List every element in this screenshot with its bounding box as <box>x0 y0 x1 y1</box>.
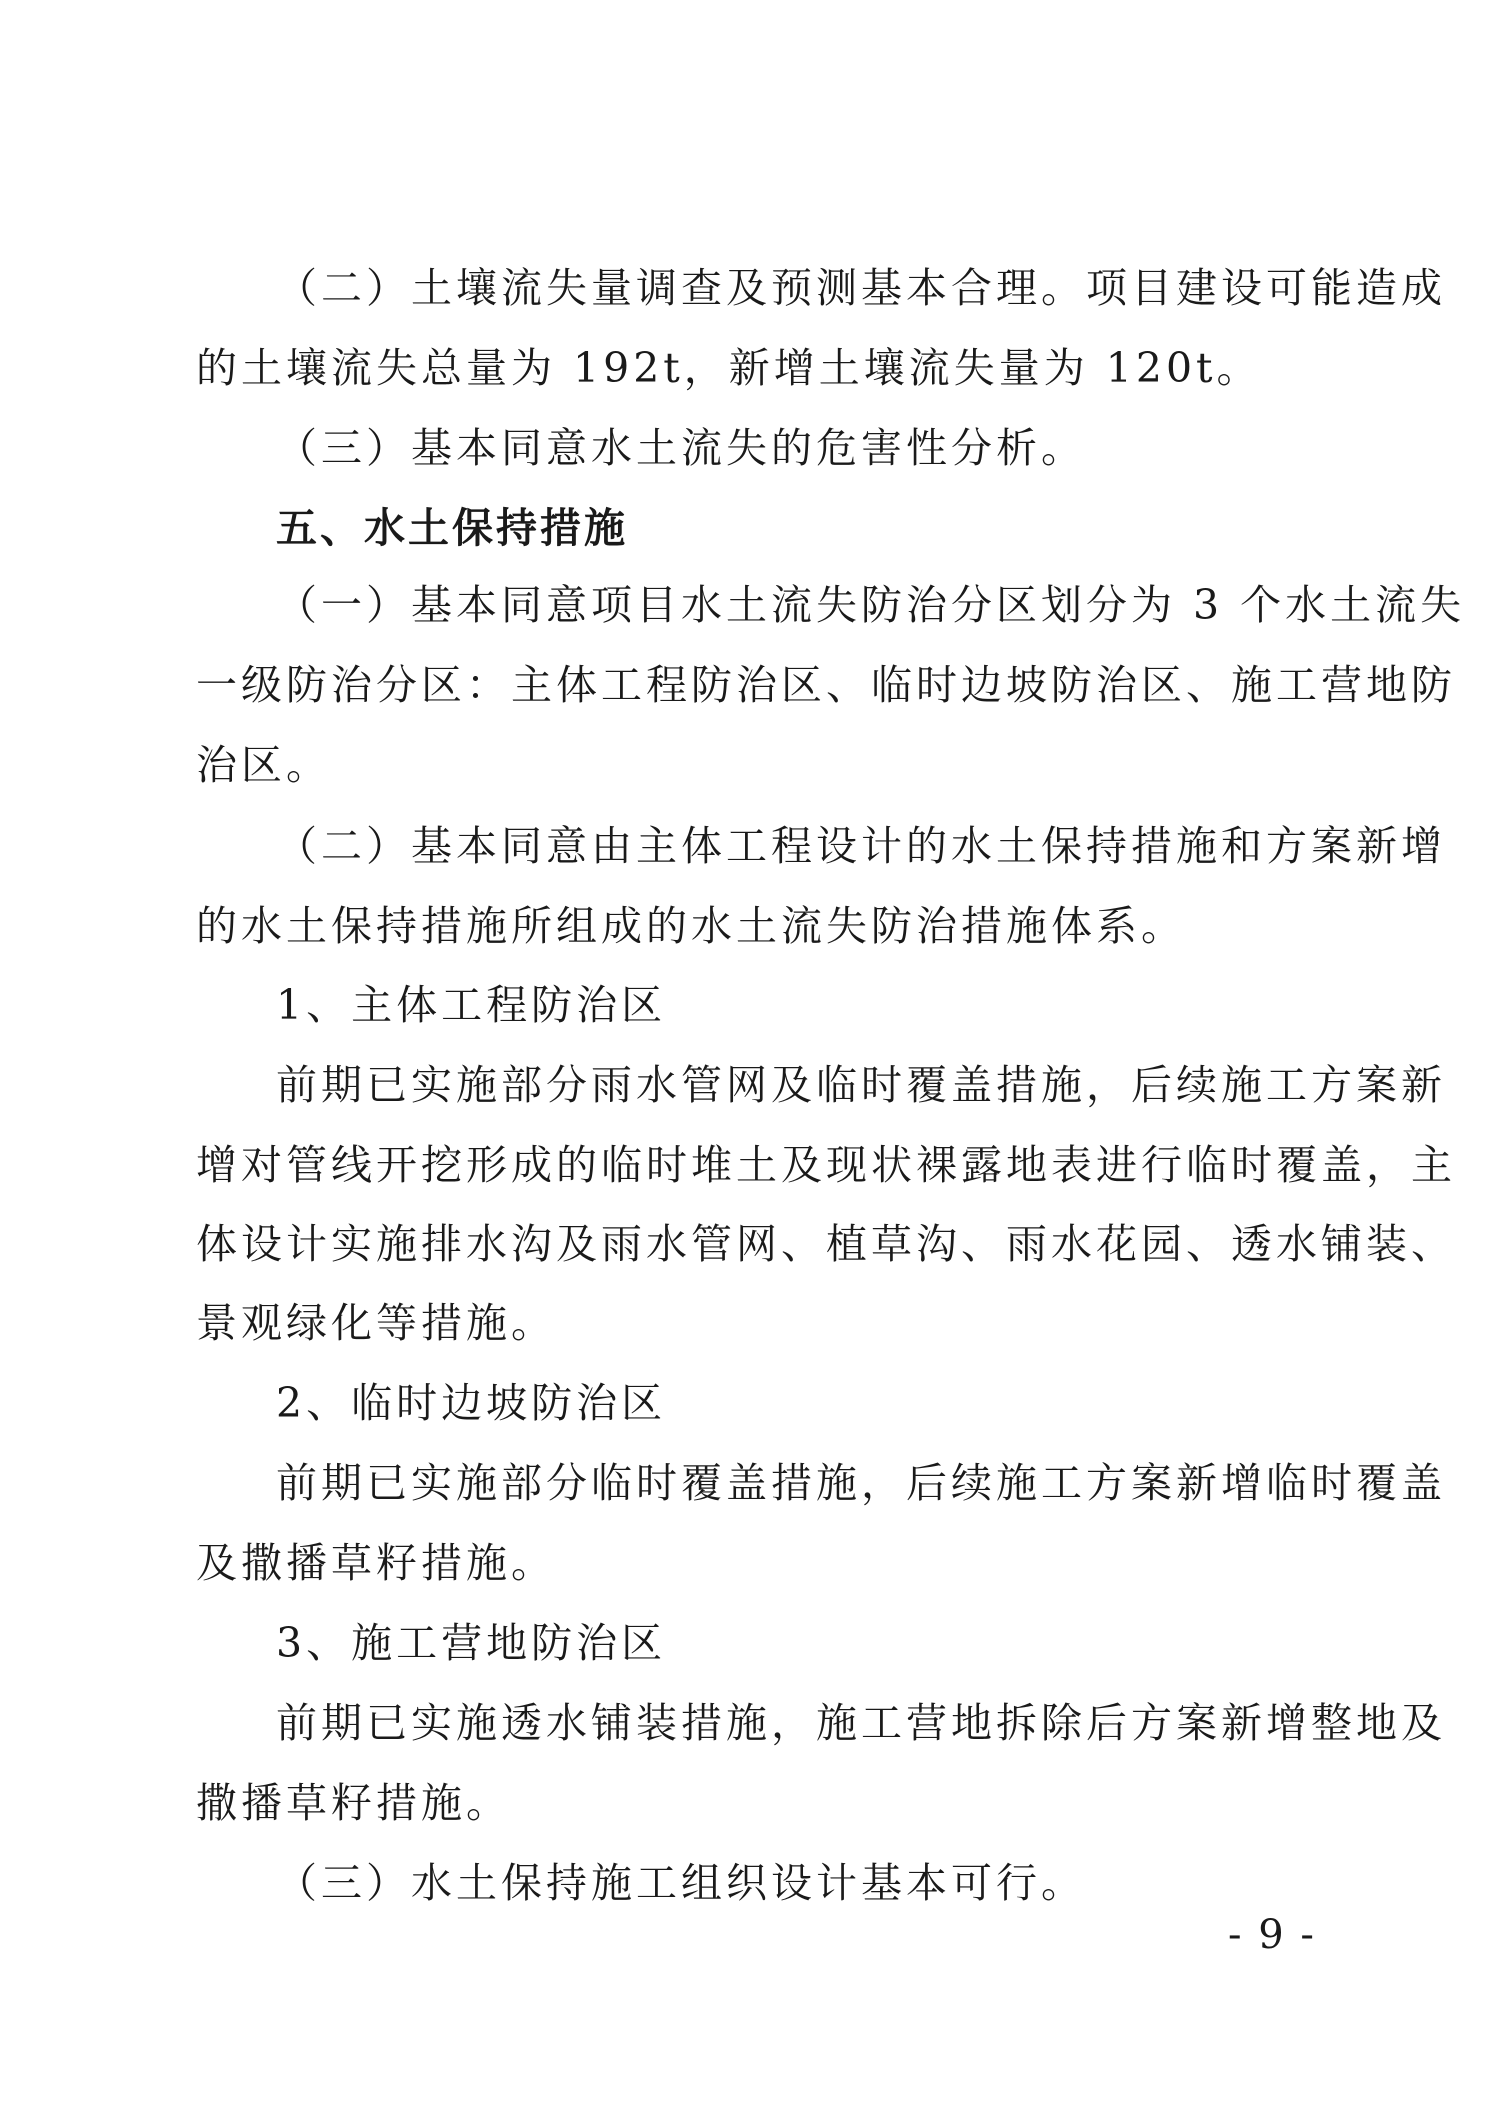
paragraph-line-20: 撒播草籽措施。 <box>196 1779 511 1827</box>
paragraph-line-6: 一级防治分区：主体工程防治区、临时边坡防治区、施工营地防 <box>196 661 1456 709</box>
paragraph-line-7: 治区。 <box>196 741 331 789</box>
paragraph-line-9: 的水土保持措施所组成的水土流失防治措施体系。 <box>196 902 1186 950</box>
paragraph-line-2: 的土壤流失总量为 192t，新增土壤流失量为 120t。 <box>196 344 1262 392</box>
paragraph-line-8: （二）基本同意由主体工程设计的水土保持措施和方案新增 <box>276 822 1446 870</box>
paragraph-line-17: 及撒播草籽措施。 <box>196 1539 556 1587</box>
paragraph-line-12: 增对管线开挖形成的临时堆土及现状裸露地表进行临时覆盖，主 <box>196 1141 1456 1189</box>
paragraph-line-16: 前期已实施部分临时覆盖措施，后续施工方案新增临时覆盖 <box>276 1459 1446 1507</box>
paragraph-line-21: （三）水土保持施工组织设计基本可行。 <box>276 1859 1086 1907</box>
subheading-1: 1、主体工程防治区 <box>276 981 667 1029</box>
paragraph-line-13: 体设计实施排水沟及雨水管网、植草沟、雨水花园、透水铺装、 <box>196 1220 1456 1268</box>
paragraph-line-3: （三）基本同意水土流失的危害性分析。 <box>276 424 1086 472</box>
paragraph-line-5: （一）基本同意项目水土流失防治分区划分为 3 个水土流失 <box>276 581 1466 629</box>
paragraph-line-1: （二）土壤流失量调查及预测基本合理。项目建设可能造成 <box>276 264 1446 312</box>
subheading-3: 3、施工营地防治区 <box>276 1619 667 1667</box>
page-number: - 9 - <box>1228 1912 1316 1958</box>
section-heading: 五、水土保持措施 <box>276 504 628 552</box>
paragraph-line-11: 前期已实施部分雨水管网及临时覆盖措施，后续施工方案新 <box>276 1061 1446 1109</box>
paragraph-line-14: 景观绿化等措施。 <box>196 1299 556 1347</box>
subheading-2: 2、临时边坡防治区 <box>276 1379 667 1427</box>
paragraph-line-19: 前期已实施透水铺装措施，施工营地拆除后方案新增整地及 <box>276 1699 1446 1747</box>
